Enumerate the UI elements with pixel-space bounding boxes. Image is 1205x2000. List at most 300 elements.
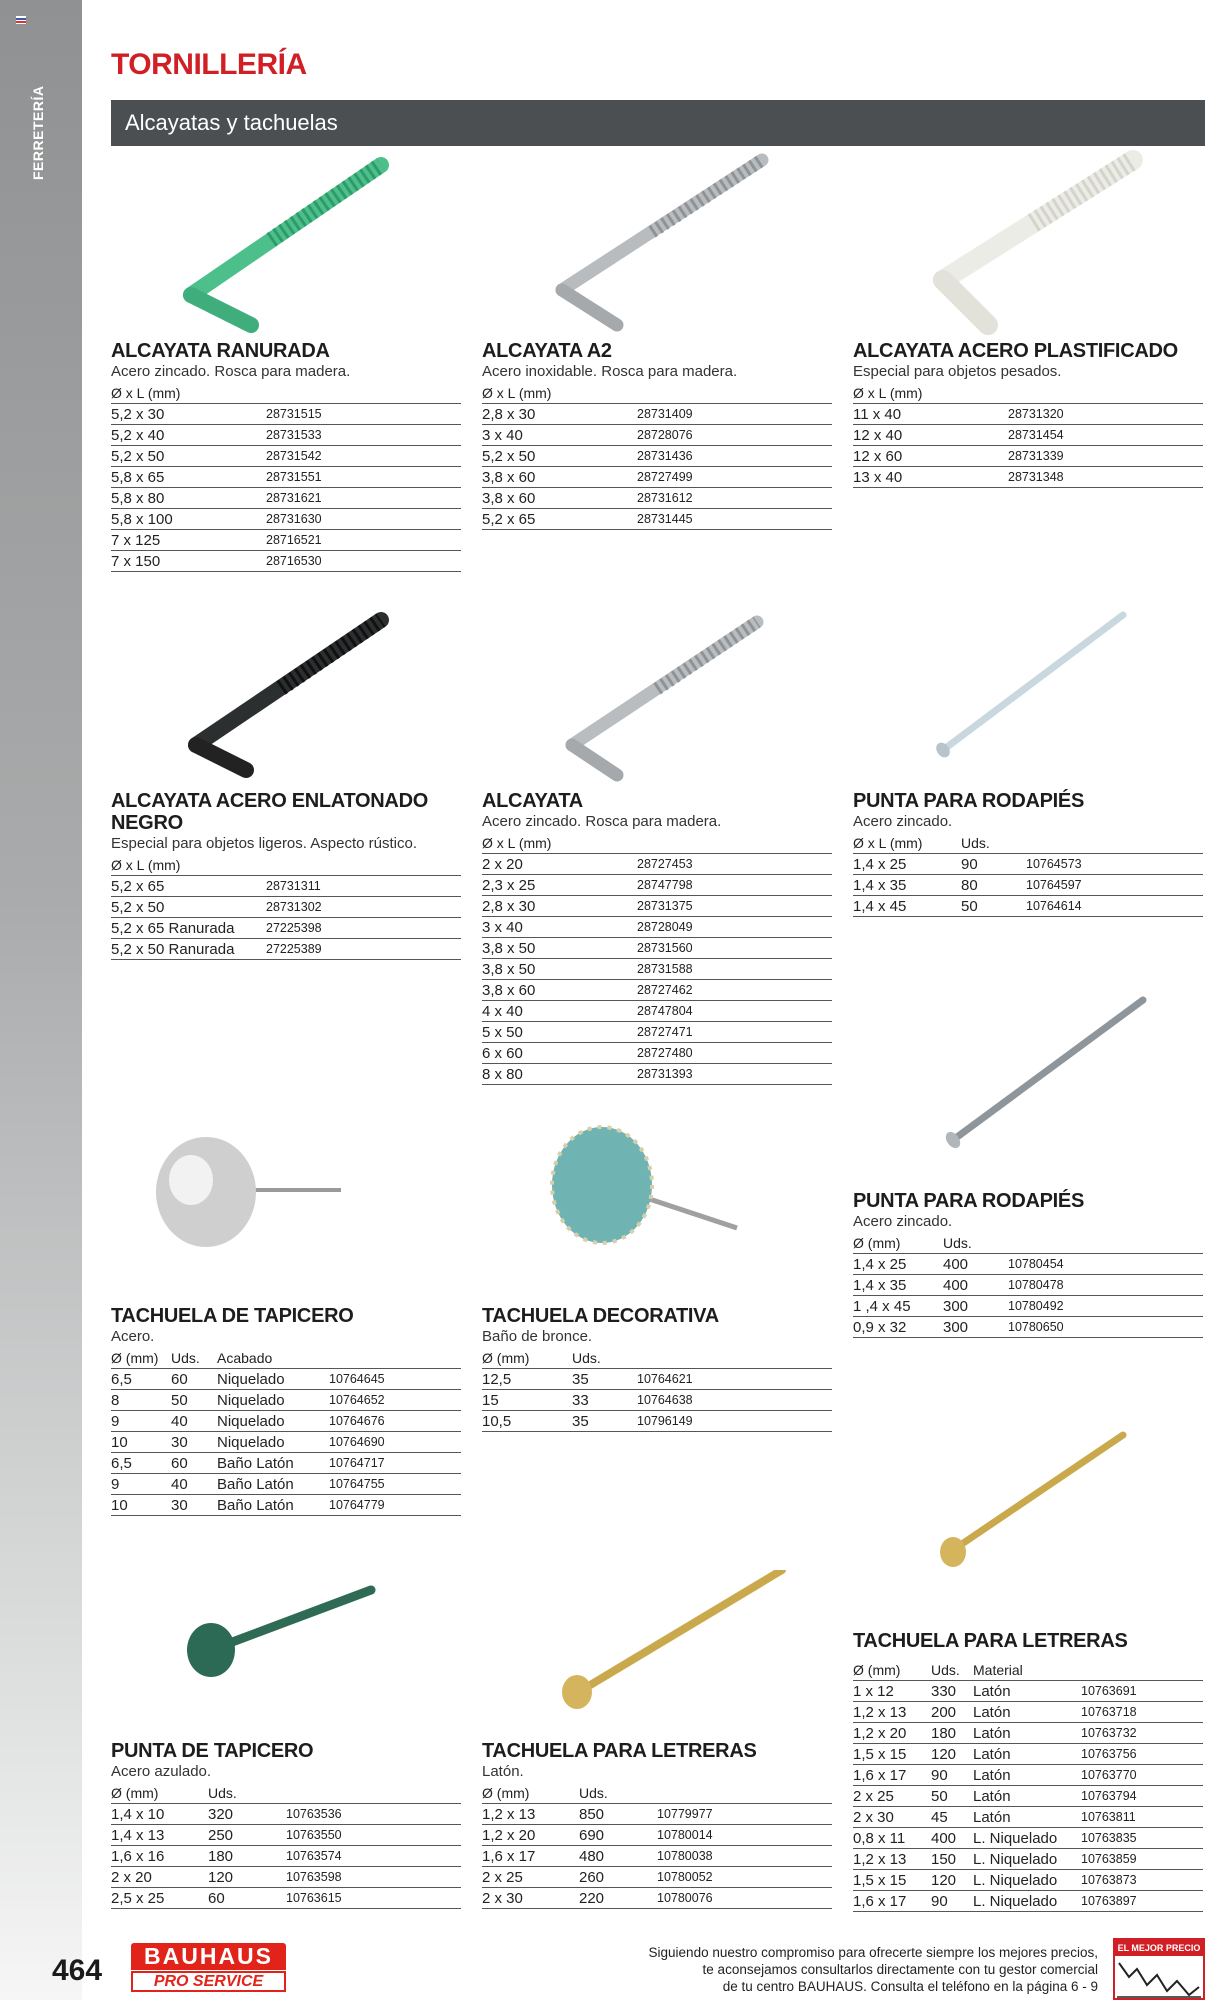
article-code: 10763859 [1081,1848,1203,1869]
table-cell: 150 [931,1848,973,1869]
table-cell: 330 [931,1680,973,1701]
table-cell: 5,2 x 65 [111,875,266,896]
article-code: 10764621 [637,1368,832,1389]
table-cell: 850 [579,1803,657,1824]
spain-flag-icon [16,16,26,24]
table-row [853,1869,1203,1890]
table-row [111,403,461,424]
table-header: Uds. [931,1660,973,1680]
table-header: Ø (mm) [853,1233,943,1253]
table-cell: 1 x 12 [853,1680,931,1701]
product-image [853,610,1203,790]
tack-icon [111,1110,461,1305]
table-cell: 7 x 125 [111,529,266,550]
table-header [637,833,832,853]
table-cell: 1,4 x 35 [853,874,961,895]
table-cell: 1,5 x 15 [853,1743,931,1764]
brass-nail-icon [853,1430,1203,1630]
product-image [482,1110,832,1305]
section-title: Alcayatas y tachuelas [125,110,338,135]
table-row [111,550,461,571]
table-cell: 400 [943,1253,1008,1274]
article-code: 10780076 [657,1887,832,1908]
article-code: 28747804 [637,1000,832,1021]
best-price-badge [1113,1938,1205,2000]
footer-note-line: Siguiendo nuestro compromiso para ofrecerte siempre los mejores precios, [648,1945,1098,1960]
article-code: 10763811 [1081,1806,1203,1827]
table-cell: 40 [171,1410,217,1431]
article-code: 28731339 [1008,445,1203,466]
article-code: 10764645 [329,1368,461,1389]
table-cell: 1,4 x 25 [853,853,961,874]
product-table [482,383,832,530]
table-header [1008,383,1203,403]
table-cell: 3 x 40 [482,916,637,937]
table-header: Ø x L (mm) [111,855,266,875]
table-cell: 7 x 150 [111,550,266,571]
table-row [853,874,1203,895]
table-cell: Niquelado [217,1410,329,1431]
article-code: 10763574 [286,1845,461,1866]
product-description: Especial para objetos pesados. [853,363,1062,380]
table-cell: Baño Latón [217,1494,329,1515]
product-name: PUNTA DE TAPICERO [111,1740,314,1762]
article-code: 10780478 [1008,1274,1203,1295]
article-code: 28727462 [637,979,832,1000]
article-code: 28731533 [266,424,461,445]
table-row [482,1887,832,1908]
table-cell: Latón [973,1701,1081,1722]
table-cell: Latón [973,1764,1081,1785]
table-cell: 480 [579,1845,657,1866]
table-row [111,1389,461,1410]
product-name: ALCAYATA A2 [482,340,612,362]
table-row [482,403,832,424]
article-code: 10763691 [1081,1680,1203,1701]
table-cell: 60 [171,1452,217,1473]
table-cell: 90 [961,853,1026,874]
table-row [853,1890,1203,1911]
product-table [853,833,1203,917]
article-code: 10764597 [1026,874,1203,895]
table-row [111,508,461,529]
table-header [1008,1233,1203,1253]
table-cell: 8 x 80 [482,1063,637,1084]
table-cell: 80 [961,874,1026,895]
table-cell: 12 x 60 [853,445,1008,466]
product-name: TACHUELA DECORATIVA [482,1305,719,1327]
price-chart-icon [1115,1957,1203,1999]
article-code: 10764779 [329,1494,461,1515]
table-cell: 60 [171,1368,217,1389]
article-code: 10763615 [286,1887,461,1908]
article-code: 10764717 [329,1452,461,1473]
table-header: Ø x L (mm) [482,833,637,853]
product-name: TACHUELA DE TAPICERO [111,1305,354,1327]
article-code: 10764652 [329,1389,461,1410]
product-table [853,1660,1203,1912]
article-code: 10763718 [1081,1701,1203,1722]
table-cell: 1,2 x 20 [482,1824,579,1845]
table-row [853,853,1203,874]
table-cell: 1,4 x 25 [853,1253,943,1274]
table-row [111,875,461,896]
article-code: 28731302 [266,896,461,917]
product-alcayata-enlatonado-negro [111,610,461,960]
table-row [111,938,461,959]
table-cell: 1,6 x 17 [482,1845,579,1866]
table-header [329,1348,461,1368]
article-code: 10763756 [1081,1743,1203,1764]
table-cell: 5 x 50 [482,1021,637,1042]
table-cell: 180 [208,1845,286,1866]
product-description: Latón. [482,1763,524,1780]
table-cell: 5,2 x 50 [482,445,637,466]
hook-icon [111,610,461,790]
sidebar [0,0,82,2000]
product-name: ALCAYATA ACERO PLASTIFICADO [853,340,1178,362]
table-cell: 260 [579,1866,657,1887]
table-cell: 400 [943,1274,1008,1295]
table-header [266,383,461,403]
table-row [111,445,461,466]
table-row [111,1866,461,1887]
table-header: Material [973,1660,1081,1680]
table-header: Ø x L (mm) [482,383,637,403]
table-cell: 5,2 x 65 [482,508,637,529]
table-cell: 1,4 x 10 [111,1803,208,1824]
product-alcayata-acero-plastificado [853,150,1203,488]
product-table [482,833,832,1085]
table-cell: 0,8 x 11 [853,1827,931,1848]
table-row [853,1743,1203,1764]
table-cell: 3,8 x 60 [482,487,637,508]
product-name: PUNTA PARA RODAPIÉS [853,790,1084,812]
table-cell: 3,8 x 60 [482,979,637,1000]
table-cell: 2 x 30 [853,1806,931,1827]
table-cell: 120 [208,1866,286,1887]
table-row [482,874,832,895]
table-cell: 220 [579,1887,657,1908]
table-row [853,1806,1203,1827]
table-row [482,937,832,958]
article-code: 10779977 [657,1803,832,1824]
table-cell: 40 [171,1473,217,1494]
table-row [111,1410,461,1431]
hook-icon [482,610,832,790]
article-code: 10763794 [1081,1785,1203,1806]
article-code: 27225389 [266,938,461,959]
table-cell: L. Niquelado [973,1848,1081,1869]
badge-label: EL MEJOR PRECIO [1115,1940,1203,1956]
article-code: 27225398 [266,917,461,938]
product-image [482,150,832,340]
table-row [482,1410,832,1431]
product-name: ALCAYATA [482,790,583,812]
table-row [482,1389,832,1410]
table-row [853,424,1203,445]
table-row [853,1316,1203,1337]
product-table [111,1348,461,1516]
table-cell: 300 [943,1295,1008,1316]
product-image [853,1430,1203,1630]
table-row [853,445,1203,466]
table-cell: 2 x 30 [482,1887,579,1908]
article-code: 28716521 [266,529,461,550]
table-row [853,403,1203,424]
table-cell: 200 [931,1701,973,1722]
table-row [111,917,461,938]
article-code: 28731630 [266,508,461,529]
table-cell: 45 [931,1806,973,1827]
table-row [482,487,832,508]
table-row [482,424,832,445]
table-header: Uds. [208,1783,286,1803]
footer-note [578,1944,1098,1995]
product-description: Acero inoxidable. Rosca para madera. [482,363,738,380]
section-bar [111,100,1205,146]
table-cell: 15 [482,1389,572,1410]
table-header: Ø x L (mm) [111,383,266,403]
table-row [482,916,832,937]
table-header: Ø (mm) [111,1348,171,1368]
table-row [482,895,832,916]
table-row [482,1000,832,1021]
table-row [482,979,832,1000]
table-header [1026,833,1203,853]
article-code: 28731311 [266,875,461,896]
article-code: 10763770 [1081,1764,1203,1785]
product-tachuela-letreras-2 [482,1570,832,1909]
blue-tack-icon [111,1570,461,1740]
table-row [111,1368,461,1389]
table-row [111,1431,461,1452]
table-row [111,487,461,508]
table-row [482,508,832,529]
product-name: PUNTA PARA RODAPIÉS [853,1190,1084,1212]
table-cell: 5,2 x 50 [111,445,266,466]
table-cell: 400 [931,1827,973,1848]
table-cell: 1,5 x 15 [853,1869,931,1890]
article-code: 10764573 [1026,853,1203,874]
product-tachuela-decorativa [482,1110,832,1432]
sidebar-label: FERRETERÍA [30,85,46,180]
table-cell: 120 [931,1869,973,1890]
table-cell: 1 ,4 x 45 [853,1295,943,1316]
table-cell: 1,6 x 17 [853,1764,931,1785]
table-cell: Latón [973,1722,1081,1743]
product-description: Acero azulado. [111,1763,212,1780]
table-cell: 8 [111,1389,171,1410]
bauhaus-logo [131,1943,286,1993]
table-cell: 10,5 [482,1410,572,1431]
product-image [853,150,1203,340]
product-alcayata [482,610,832,1085]
product-table [482,1348,832,1432]
table-row [853,1722,1203,1743]
table-cell: 90 [931,1890,973,1911]
product-table [482,1783,832,1909]
table-cell: 5,8 x 100 [111,508,266,529]
product-tachuela-letreras-1 [853,1430,1203,1912]
product-table [853,383,1203,488]
table-row [482,853,832,874]
table-cell: 12,5 [482,1368,572,1389]
table-row [853,895,1203,916]
table-header: Ø (mm) [111,1783,208,1803]
article-code: 10764676 [329,1410,461,1431]
table-cell: 5,2 x 30 [111,403,266,424]
table-row [853,1764,1203,1785]
table-row [111,896,461,917]
table-row [853,1701,1203,1722]
article-code: 10764690 [329,1431,461,1452]
brass-nail-icon [482,1570,832,1740]
article-code: 28731621 [266,487,461,508]
table-cell: 90 [931,1764,973,1785]
table-header: Uds. [171,1348,217,1368]
table-cell: 60 [208,1887,286,1908]
nail-icon [853,990,1203,1190]
product-image [111,1570,461,1740]
article-code: 10763536 [286,1803,461,1824]
table-cell: 50 [171,1389,217,1410]
table-row [482,1845,832,1866]
product-description: Baño de bronce. [482,1328,593,1345]
product-image [111,150,461,340]
article-code: 28727480 [637,1042,832,1063]
logo-bottom: PRO SERVICE [131,1971,286,1992]
table-cell: 13 x 40 [853,466,1008,487]
table-row [853,1680,1203,1701]
product-punta-tapicero [111,1570,461,1909]
table-cell: Niquelado [217,1368,329,1389]
table-cell: L. Niquelado [973,1890,1081,1911]
product-description: Acero. [111,1328,155,1345]
table-cell: 33 [572,1389,637,1410]
article-code: 10780038 [657,1845,832,1866]
table-cell: 1,2 x 13 [853,1701,931,1722]
table-cell: L. Niquelado [973,1869,1081,1890]
table-header: Ø x L (mm) [853,833,961,853]
table-row [853,1848,1203,1869]
table-cell: 320 [208,1803,286,1824]
article-code: 10763897 [1081,1890,1203,1911]
footer-note-line: de tu centro BAUHAUS. Consulta el teléfono en la página 6 - 9 [722,1979,1098,1994]
table-row [853,1274,1203,1295]
article-code: 10796149 [637,1410,832,1431]
table-cell: L. Niquelado [973,1827,1081,1848]
table-row [482,466,832,487]
table-cell: Niquelado [217,1431,329,1452]
product-table [853,1233,1203,1338]
table-cell: 5,8 x 80 [111,487,266,508]
product-name: TACHUELA PARA LETRERAS [482,1740,757,1762]
article-code: 28731515 [266,403,461,424]
table-header: Uds. [579,1783,657,1803]
article-code: 10780052 [657,1866,832,1887]
table-row [111,1473,461,1494]
table-row [482,1063,832,1084]
table-cell: 3 x 40 [482,424,637,445]
table-row [111,1494,461,1515]
table-cell: 5,2 x 65 Ranurada [111,917,266,938]
table-cell: 11 x 40 [853,403,1008,424]
product-description: Acero zincado. [853,1213,953,1230]
product-punta-rodapies-1 [853,610,1203,917]
table-row [853,1253,1203,1274]
table-header: Acabado [217,1348,329,1368]
table-row [111,466,461,487]
table-cell: 2 x 20 [482,853,637,874]
table-cell: 50 [961,895,1026,916]
table-cell: 30 [171,1431,217,1452]
table-header: Uds. [961,833,1026,853]
hook-icon [111,150,461,340]
table-cell: 5,2 x 50 [111,896,266,917]
table-row [853,1785,1203,1806]
table-row [853,1295,1203,1316]
table-row [853,466,1203,487]
hook-icon [853,150,1203,340]
article-code: 10780492 [1008,1295,1203,1316]
table-row [111,1452,461,1473]
table-row [111,1887,461,1908]
article-code: 28731320 [1008,403,1203,424]
table-cell: 2,8 x 30 [482,895,637,916]
table-row [482,1021,832,1042]
article-code: 10763598 [286,1866,461,1887]
article-code: 28731551 [266,466,461,487]
article-code: 10764755 [329,1473,461,1494]
table-cell: 1,6 x 16 [111,1845,208,1866]
table-row [111,1845,461,1866]
product-name: TACHUELA PARA LETRERAS [853,1630,1128,1652]
product-image [111,1110,461,1305]
table-cell: 1,6 x 17 [853,1890,931,1911]
article-code: 10780014 [657,1824,832,1845]
article-code: 28727453 [637,853,832,874]
footer-note-line: te aconsejamos consultarlos directamente con tu gestor comercial [702,1962,1098,1977]
table-cell: 5,2 x 40 [111,424,266,445]
table-cell: Latón [973,1806,1081,1827]
logo-top: BAUHAUS [131,1943,286,1970]
article-code: 28731375 [637,895,832,916]
table-cell: 2,3 x 25 [482,874,637,895]
table-row [482,1803,832,1824]
table-row [482,1042,832,1063]
article-code: 28731560 [637,937,832,958]
decorative-tack-icon [482,1110,832,1305]
table-cell: 5,8 x 65 [111,466,266,487]
table-cell: 1,4 x 13 [111,1824,208,1845]
article-code: 10780650 [1008,1316,1203,1337]
product-image [482,1570,832,1740]
table-cell: 9 [111,1473,171,1494]
table-header [266,855,461,875]
article-code: 28727471 [637,1021,832,1042]
table-cell: Niquelado [217,1389,329,1410]
product-tachuela-tapicero [111,1110,461,1516]
table-row [853,1827,1203,1848]
article-code: 28731348 [1008,466,1203,487]
table-cell: 6,5 [111,1452,171,1473]
table-cell: 1,2 x 20 [853,1722,931,1743]
article-code: 28728076 [637,424,832,445]
article-code: 28731393 [637,1063,832,1084]
product-alcayata-a2 [482,150,832,530]
table-cell: Latón [973,1785,1081,1806]
